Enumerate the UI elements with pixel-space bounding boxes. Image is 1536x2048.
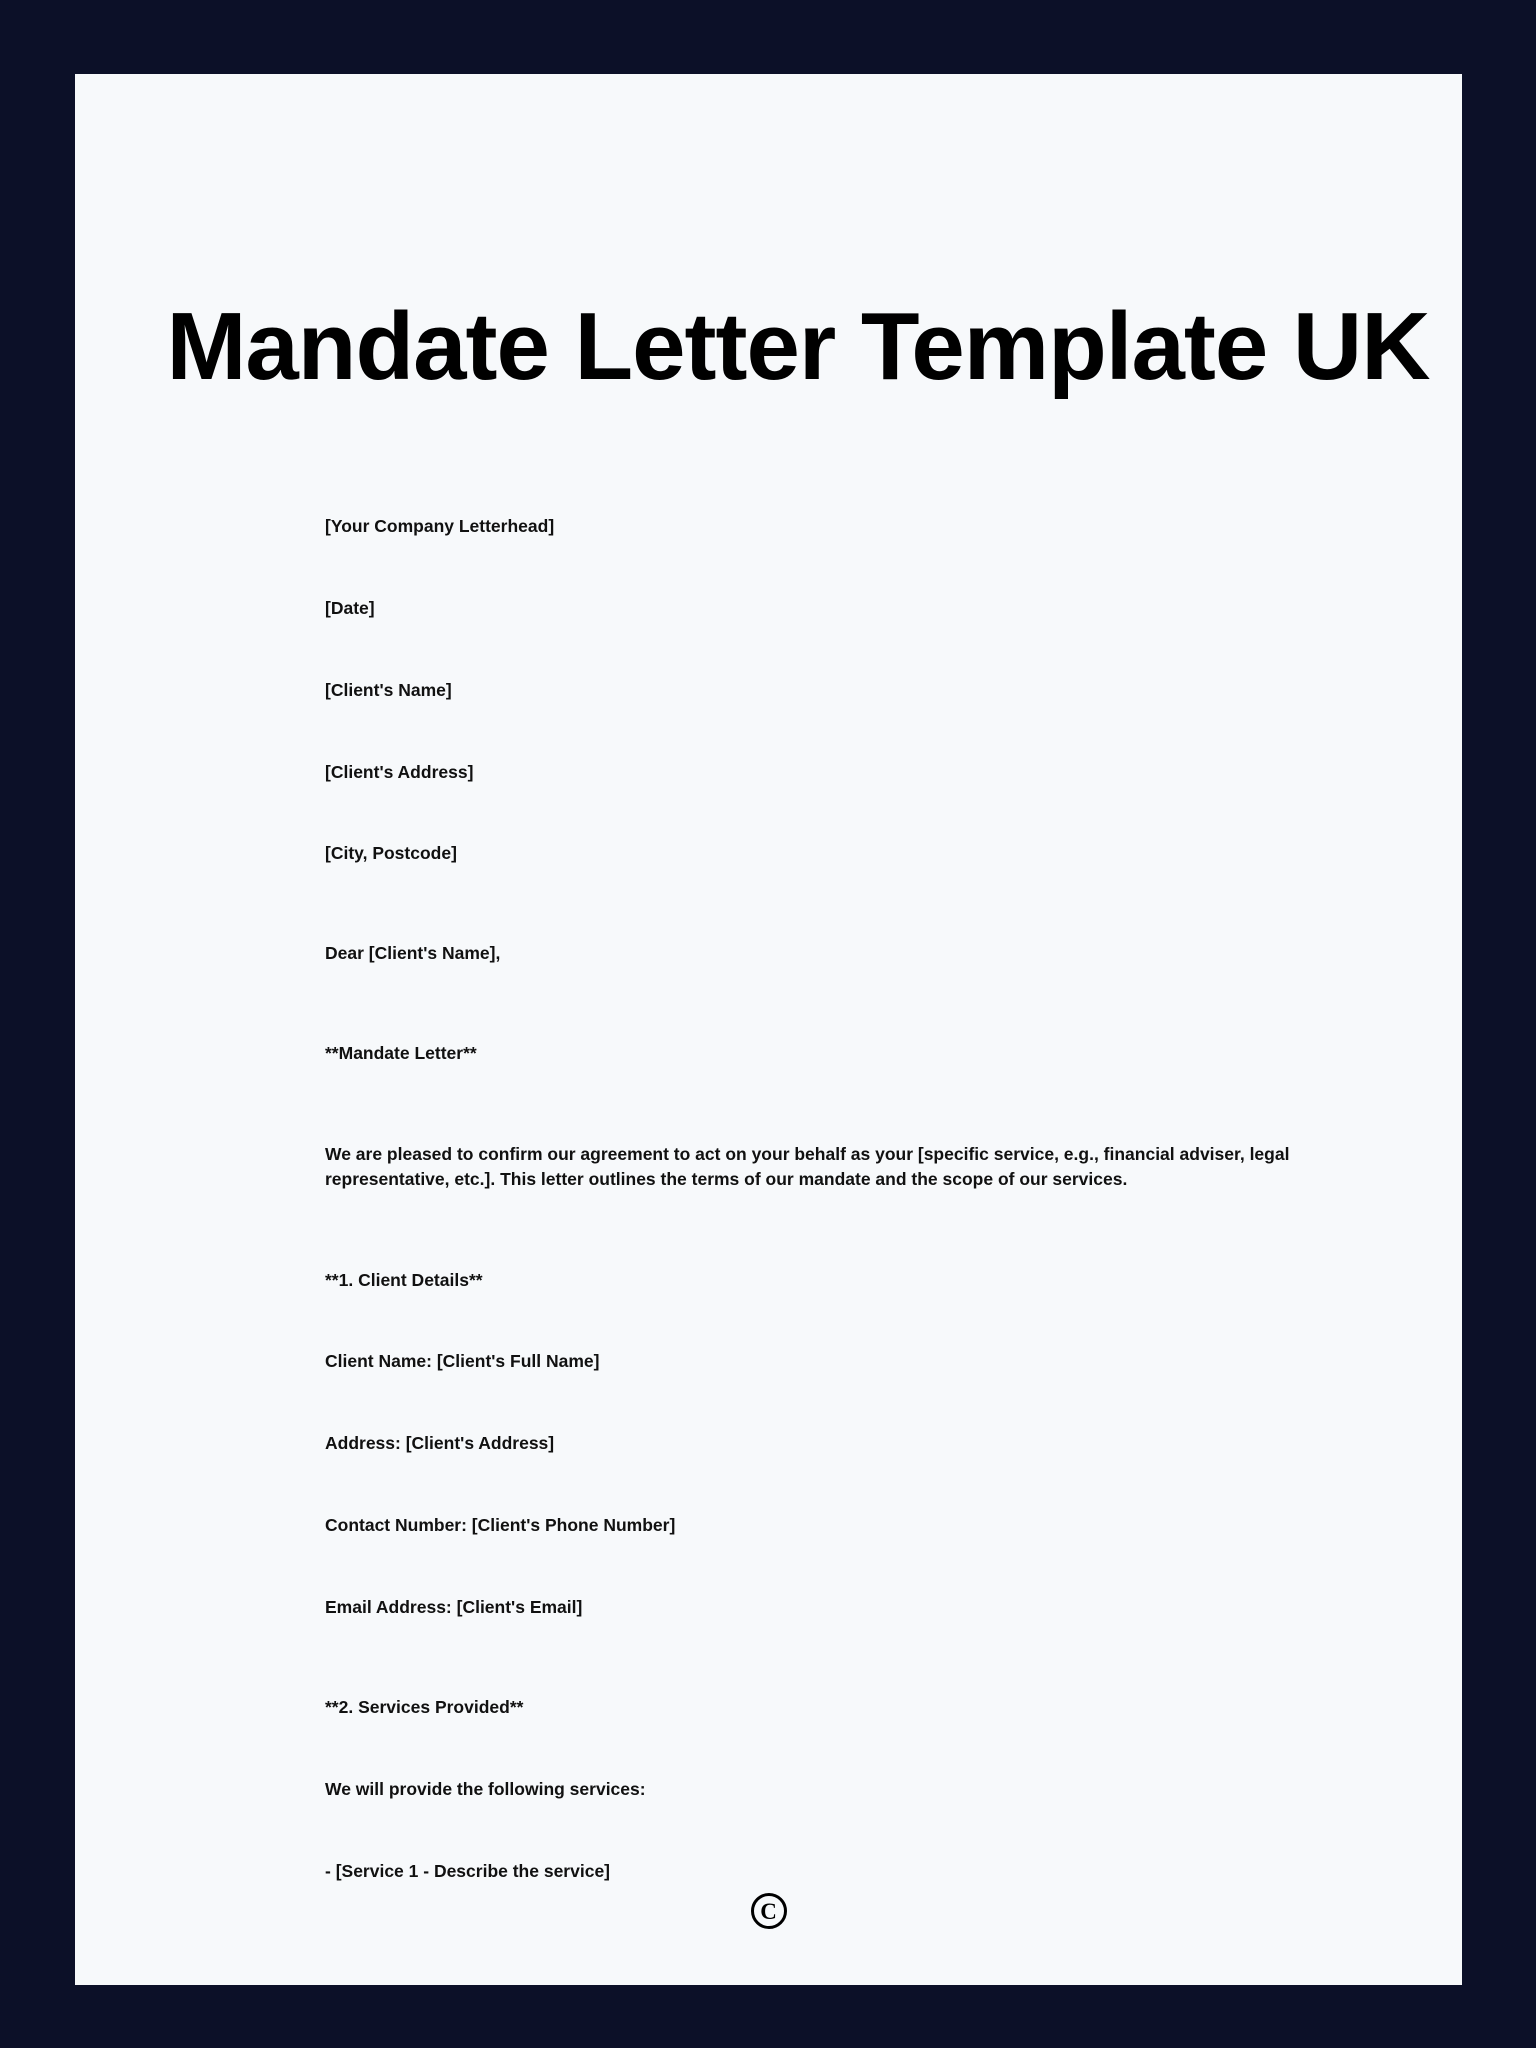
letterhead-line: [Your Company Letterhead]: [325, 516, 555, 536]
client-address-line: [Client's Address]: [325, 761, 474, 782]
document-body: [325, 514, 1315, 1940]
client-name-line: [Client's Name]: [325, 679, 452, 700]
date-line: [Date]: [325, 597, 375, 618]
client-email-line: Email Address: [Client's Email]: [325, 1596, 583, 1617]
salutation-line: Dear [Client's Name],: [325, 943, 501, 964]
section-2-heading: **2. Services Provided**: [325, 1696, 524, 1717]
service-1-line: - [Service 1 - Describe the service]: [325, 1860, 611, 1881]
intro-paragraph: We are pleased to confirm our agreement to act on your behalf as your [specific service, e.g., financial adviser, legal representative, etc.]. This letter outlines the terms of our mandate and the scope of our services.: [325, 1143, 1290, 1189]
services-intro-line: We will provide the following services:: [325, 1778, 646, 1799]
copyright-symbol: C: [760, 1898, 777, 1924]
copyright-icon: [751, 1893, 787, 1929]
section-1-heading: **1. Client Details**: [325, 1269, 483, 1290]
client-contact-number-line: Contact Number: [Client's Phone Number]: [325, 1515, 676, 1536]
document-page: [75, 74, 1462, 1985]
client-full-name-line: Client Name: [Client's Full Name]: [325, 1351, 600, 1372]
subject-line: **Mandate Letter**: [325, 1043, 477, 1064]
page-title: Mandate Letter Template UK: [166, 293, 1430, 400]
city-postcode-line: [City, Postcode]: [325, 843, 457, 864]
client-address-detail-line: Address: [Client's Address]: [325, 1433, 555, 1454]
